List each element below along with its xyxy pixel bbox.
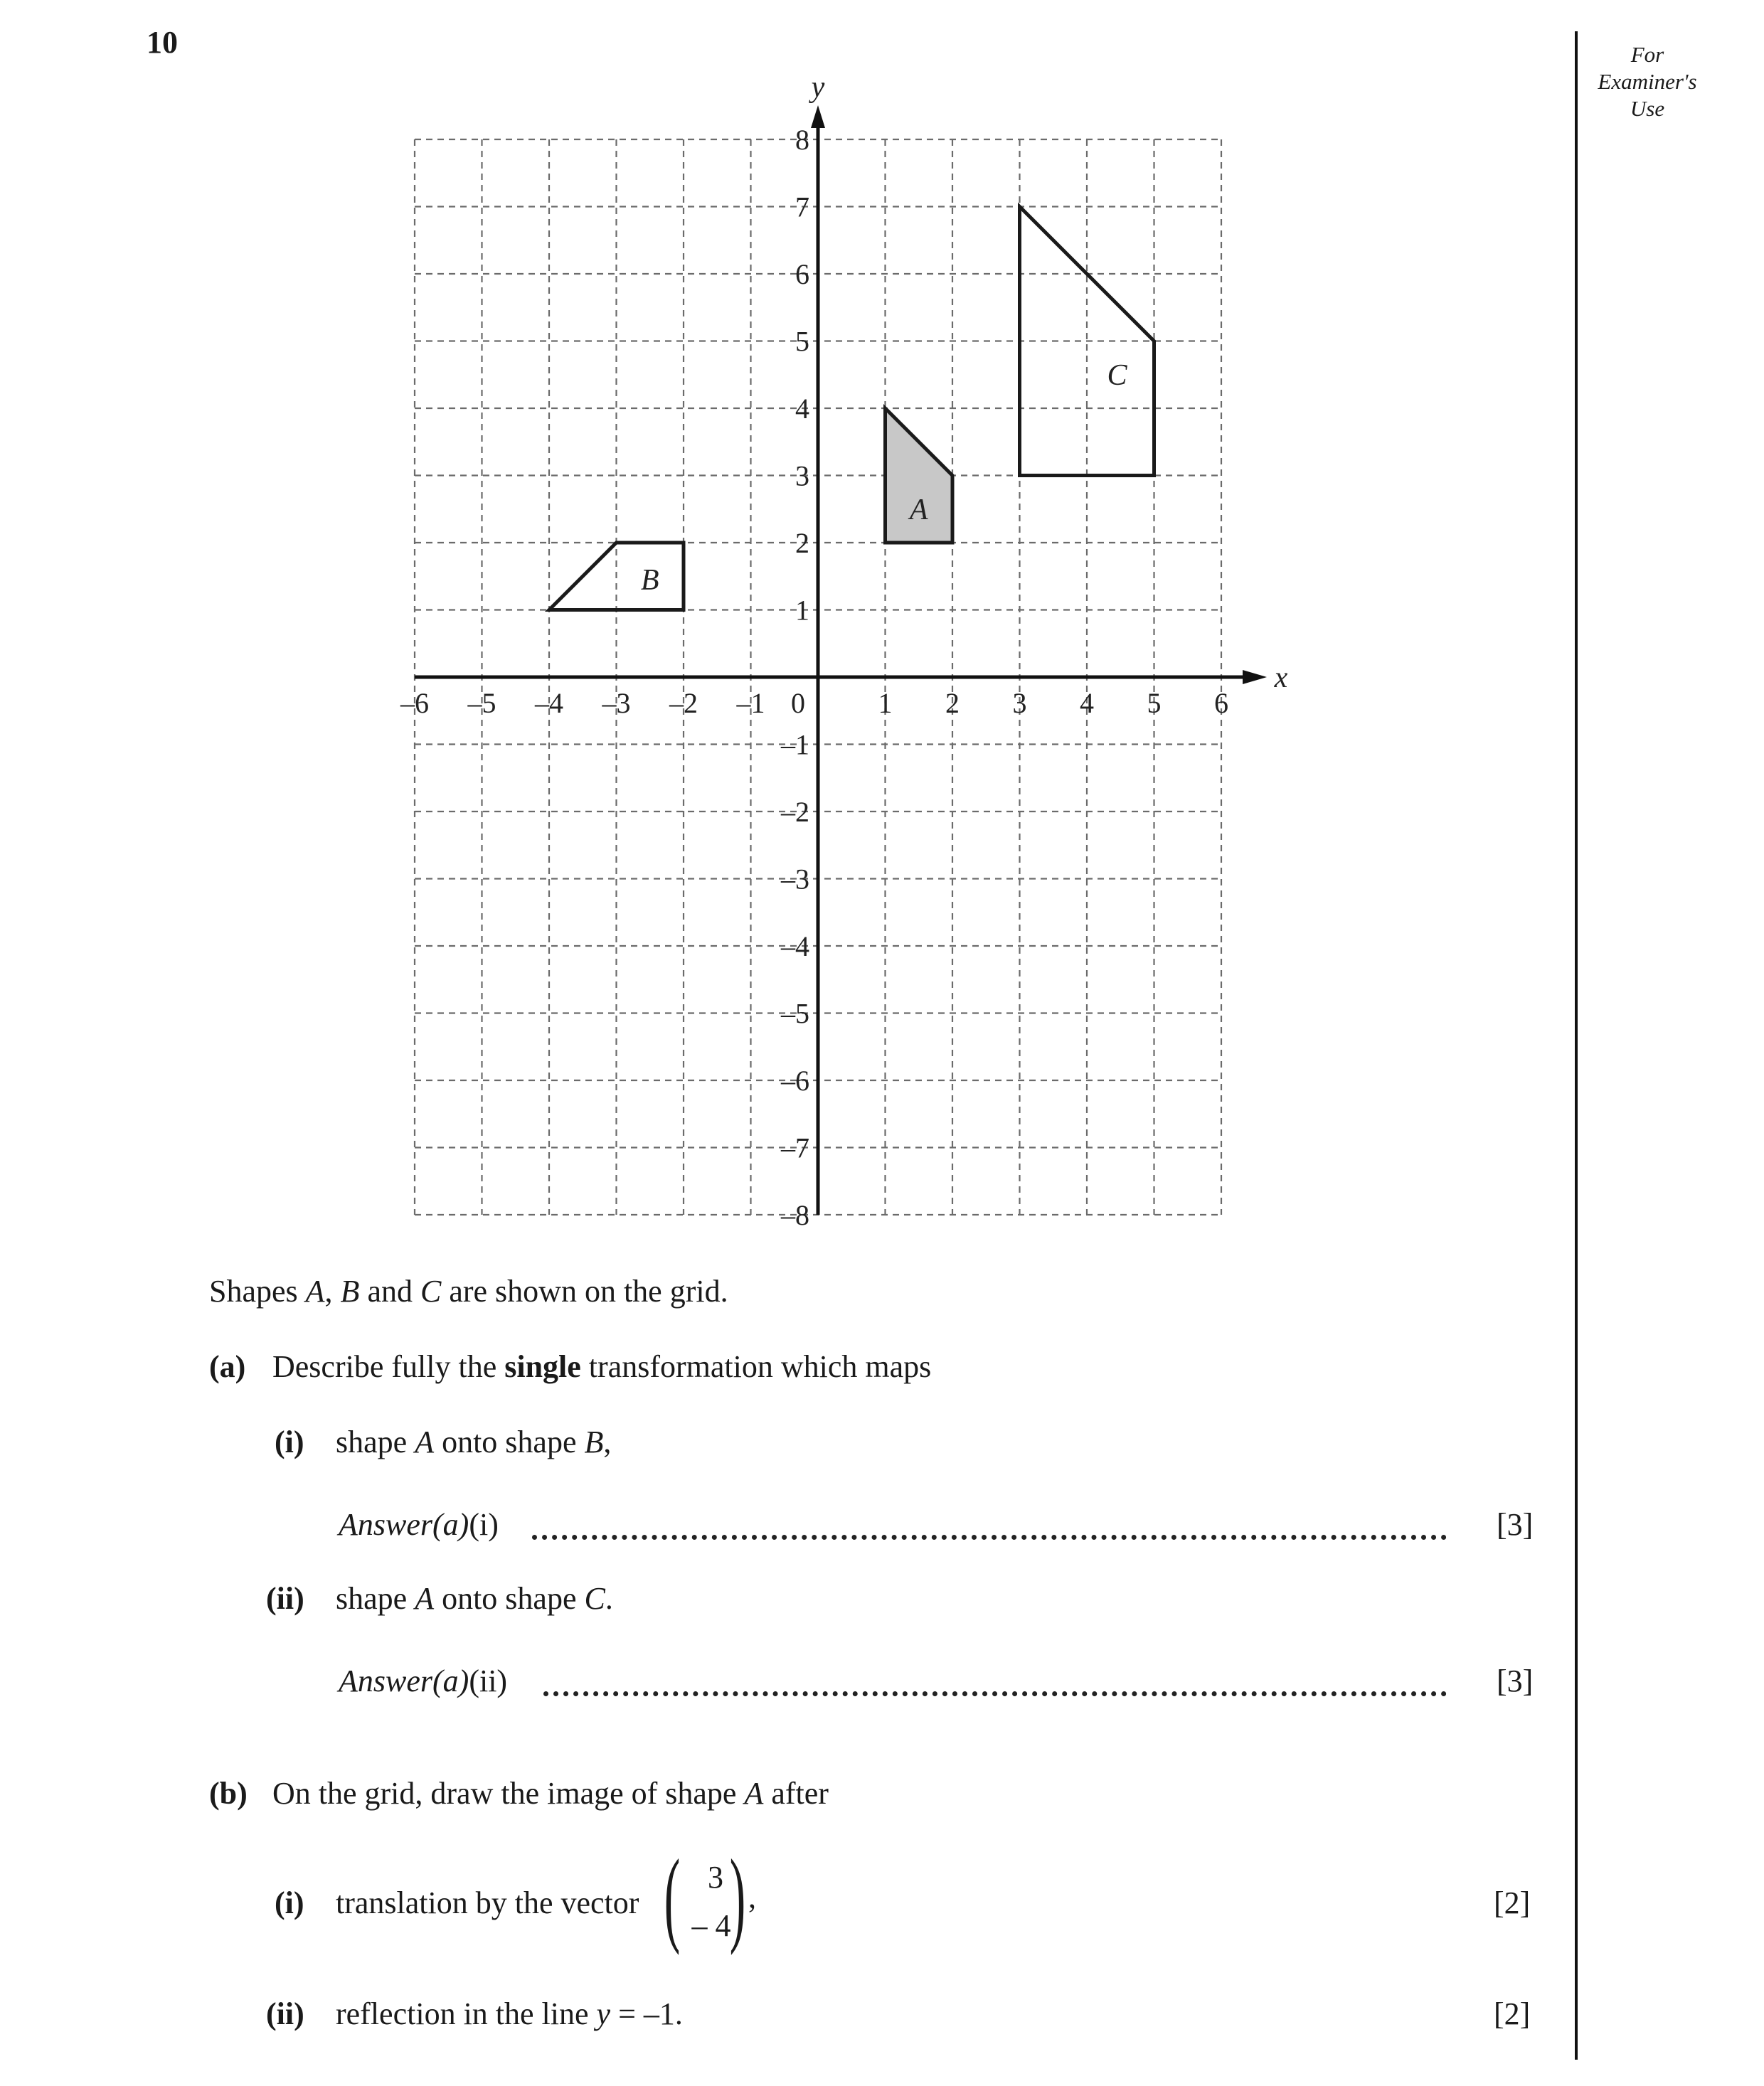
y-tick-label: 4 xyxy=(795,393,809,425)
part-b-label: (b) xyxy=(209,1776,248,1811)
y-tick-label: 1 xyxy=(795,594,809,627)
intro-text: Shapes A, B and C are shown on the grid. xyxy=(209,1274,728,1309)
y-tick-label: 5 xyxy=(795,325,809,358)
part-b-ii-label: (ii) xyxy=(266,1996,304,2031)
vector-left-paren: ( xyxy=(664,1838,681,1956)
vector-right-paren: ) xyxy=(729,1838,746,1956)
x-axis-arrow xyxy=(1243,670,1267,684)
y-tick-label: –2 xyxy=(781,796,809,828)
vector-comma: , xyxy=(748,1880,756,1915)
x-tick-label: –6 xyxy=(400,687,429,719)
examiner-line-2: Examiner's xyxy=(1598,69,1697,94)
part-a-i-text: shape A onto shape B, xyxy=(336,1425,612,1459)
part-b-i-text: translation by the vector xyxy=(336,1885,639,1920)
x-tick-label: –2 xyxy=(669,687,698,719)
y-tick-label: –3 xyxy=(781,863,809,895)
part-a-label: (a) xyxy=(209,1349,246,1384)
x-tick-label: 5 xyxy=(1147,687,1162,719)
examiner-line-1: For xyxy=(1630,42,1664,67)
part-a-ii-label: (ii) xyxy=(266,1581,304,1616)
marks-b-i: [2] xyxy=(1494,1885,1531,1920)
y-axis-arrow xyxy=(811,105,825,128)
page-number: 10 xyxy=(147,25,178,60)
x-tick-label: –1 xyxy=(736,687,765,719)
part-a-text: Describe fully the single transformation which maps xyxy=(272,1349,932,1384)
shape-label-c: C xyxy=(1107,358,1127,392)
y-tick-label: 8 xyxy=(795,124,809,156)
y-tick-label: –4 xyxy=(781,930,809,962)
y-axis-label: y xyxy=(811,71,825,104)
y-tick-label: 3 xyxy=(795,459,809,492)
y-tick-label: –6 xyxy=(781,1065,809,1097)
x-axis-label: x xyxy=(1274,661,1288,694)
vector-top: 3 xyxy=(708,1860,723,1895)
y-tick-label: –7 xyxy=(781,1132,809,1164)
part-b-text: On the grid, draw the image of shape A after xyxy=(272,1776,829,1811)
vector-bottom: – 4 xyxy=(691,1908,731,1943)
marks-b-ii: [2] xyxy=(1494,1996,1531,2031)
part-b-i-label: (i) xyxy=(275,1885,304,1920)
x-tick-label: 3 xyxy=(1012,687,1027,719)
y-tick-label: 7 xyxy=(795,191,809,223)
x-tick-label: 4 xyxy=(1080,687,1094,719)
shape-label-b: B xyxy=(640,563,659,597)
marks-a-i: [3] xyxy=(1497,1507,1534,1542)
answer-a-i-label: Answer(a)(i) xyxy=(339,1507,499,1542)
shape-label-a: A xyxy=(909,493,928,526)
x-tick-label: –5 xyxy=(467,687,496,719)
part-a-i-label: (i) xyxy=(275,1425,304,1459)
x-tick-label: 1 xyxy=(878,687,893,719)
part-a-ii-text: shape A onto shape C. xyxy=(336,1581,613,1616)
part-b-ii-text: reflection in the line y = –1. xyxy=(336,1996,683,2031)
answer-a-ii-line[interactable] xyxy=(543,1691,1447,1696)
y-tick-label: 2 xyxy=(795,527,809,559)
answer-a-i-line[interactable] xyxy=(532,1535,1447,1540)
y-tick-label: –5 xyxy=(781,997,809,1030)
axes xyxy=(415,105,1267,1215)
x-tick-label: –3 xyxy=(602,687,631,719)
y-tick-label: 6 xyxy=(795,258,809,290)
answer-a-ii-label: Answer(a)(ii) xyxy=(339,1664,508,1698)
x-tick-label: 0 xyxy=(791,687,805,719)
examiner-line-3: Use xyxy=(1630,96,1665,121)
y-tick-label: –8 xyxy=(781,1199,809,1231)
marks-a-ii: [3] xyxy=(1497,1664,1534,1698)
x-tick-label: 6 xyxy=(1214,687,1228,719)
x-tick-label: 2 xyxy=(945,687,960,719)
y-tick-label: –1 xyxy=(781,728,809,761)
x-tick-label: –4 xyxy=(535,687,563,719)
